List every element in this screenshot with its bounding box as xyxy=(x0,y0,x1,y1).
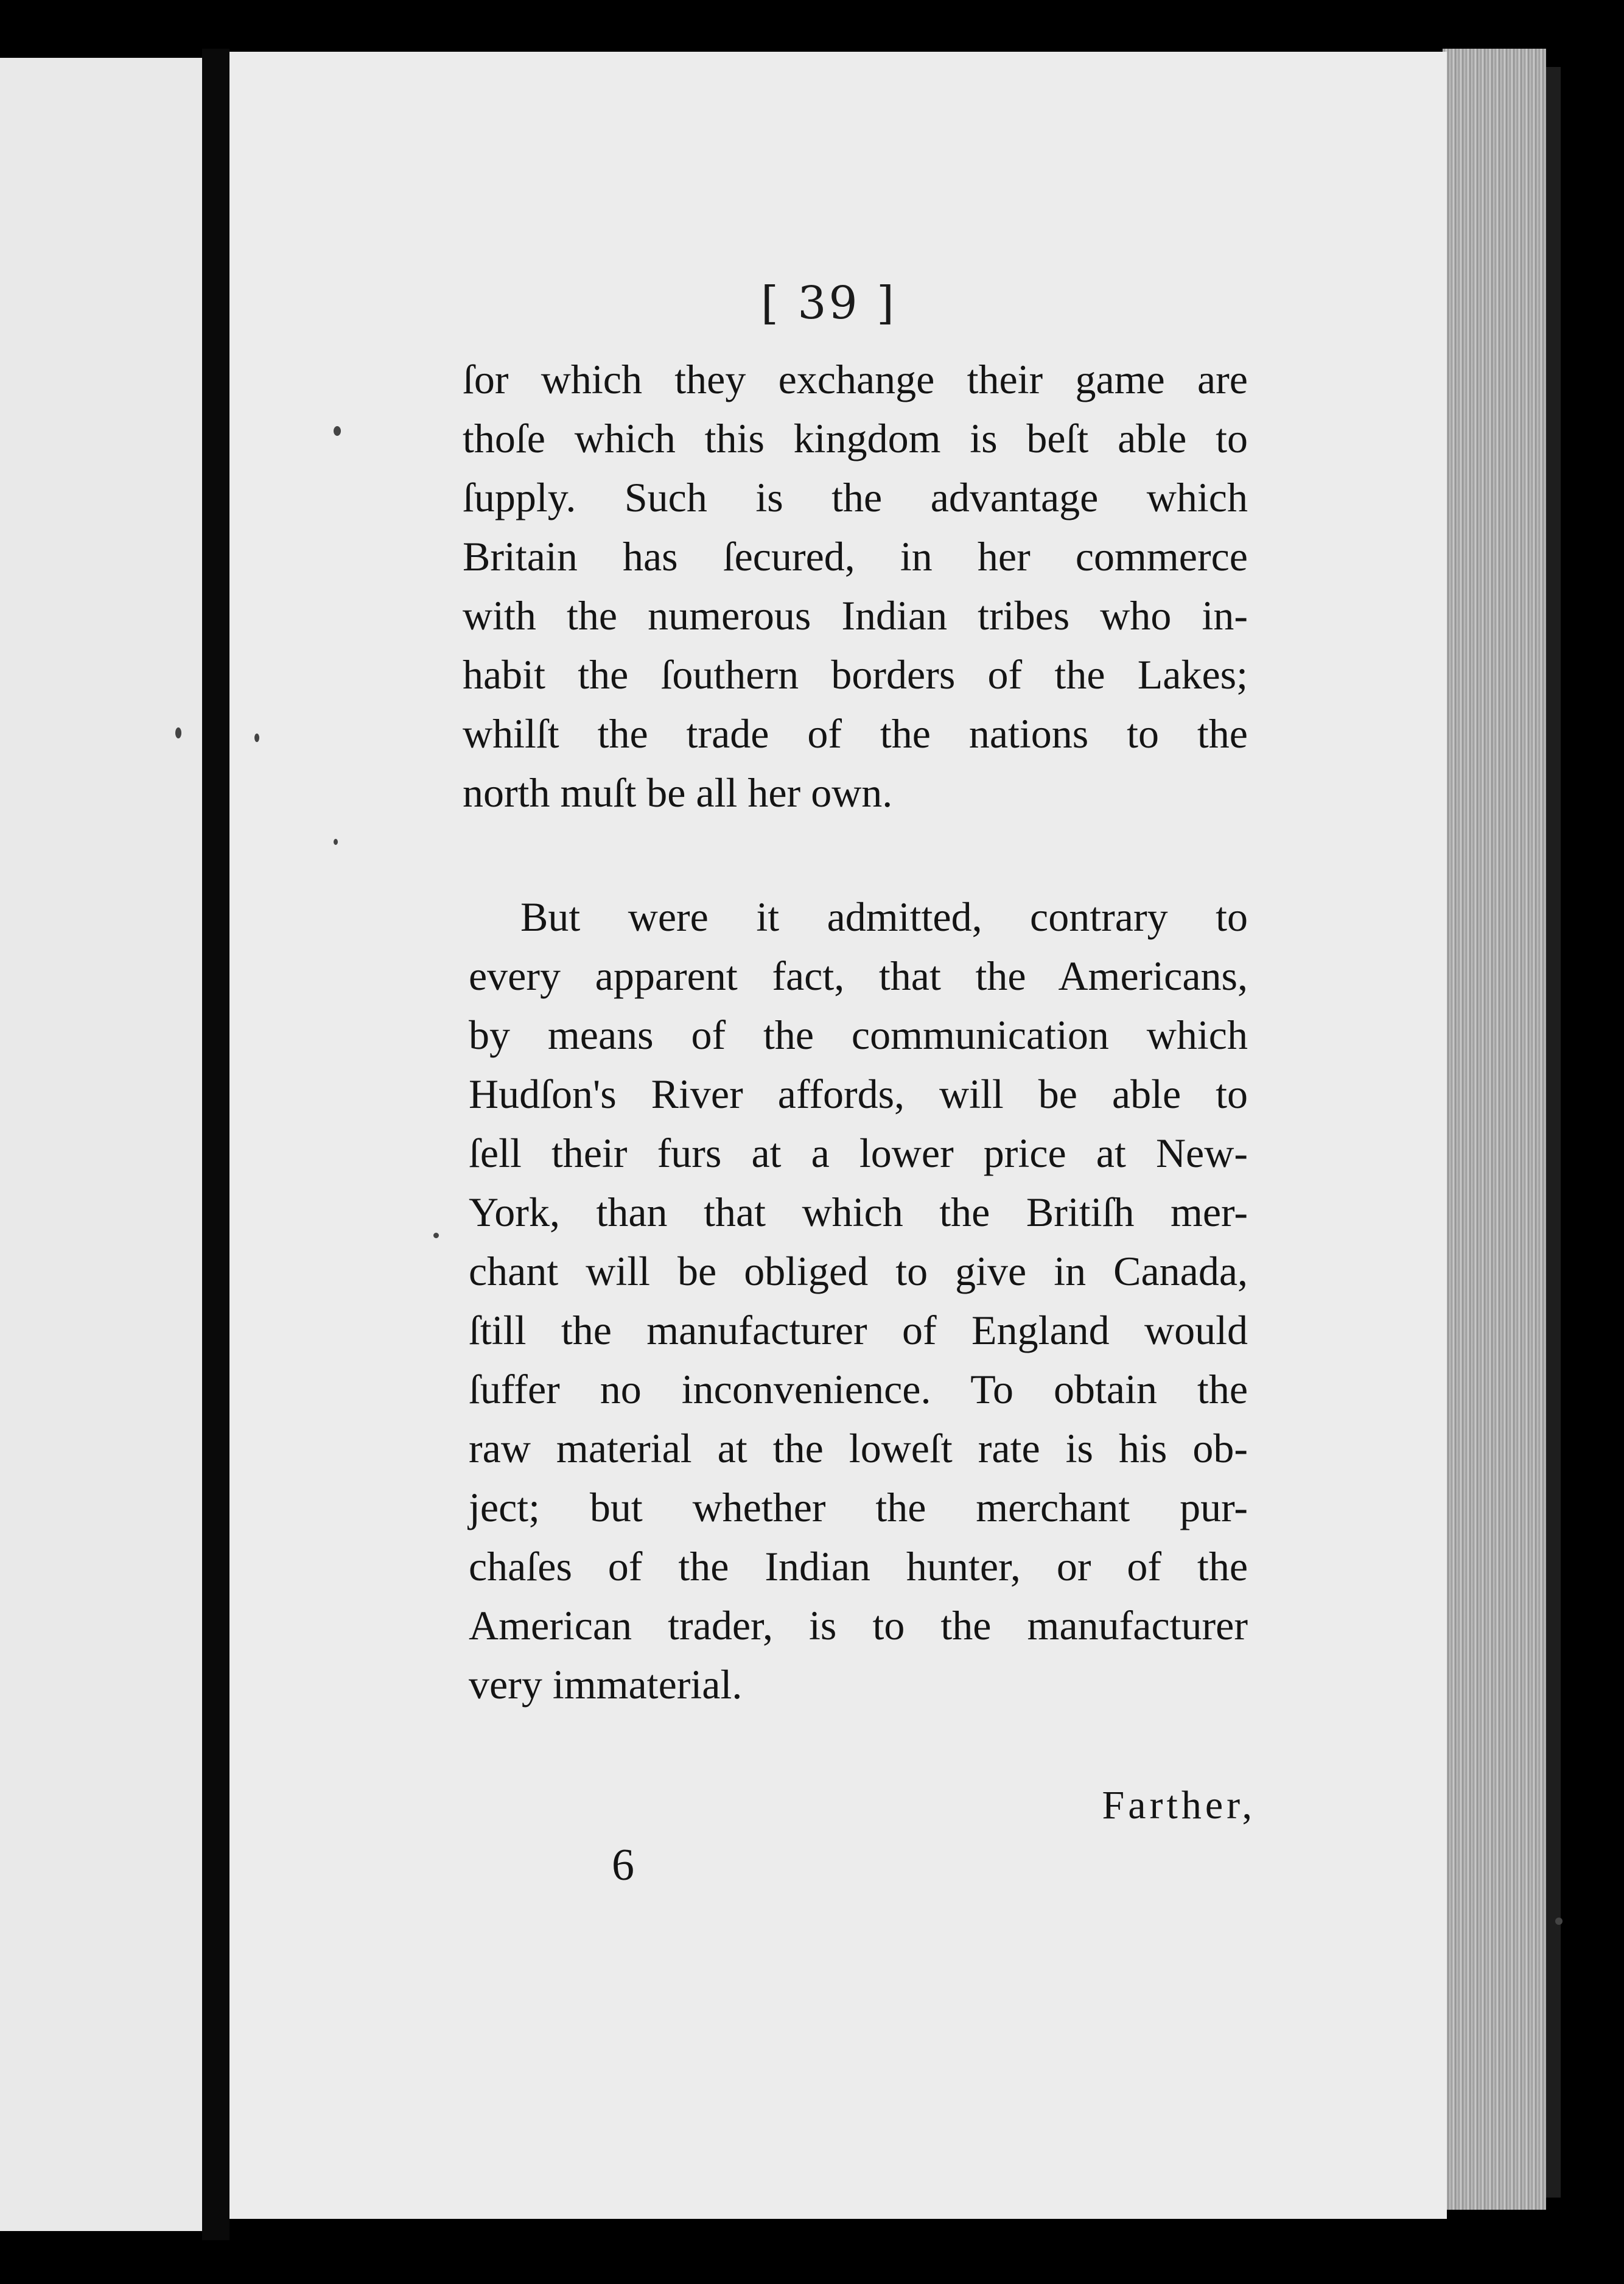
ink-speck xyxy=(175,727,181,738)
text-line: ſuffer no inconvenience. To obtain the xyxy=(469,1366,1248,1412)
paragraph-2 xyxy=(469,888,1248,1714)
text-line: American trader, is to the manufacturer xyxy=(469,1602,1248,1648)
ink-speck xyxy=(254,734,259,742)
text-line: ject; but whether the merchant pur- xyxy=(469,1484,1248,1530)
ink-speck xyxy=(1555,1918,1563,1925)
text-line: very immaterial. xyxy=(469,1661,743,1708)
page-edge-shadow xyxy=(1546,67,1561,2198)
text-line: ſupply. Such is the advantage which xyxy=(463,474,1248,520)
page-edges xyxy=(1443,49,1546,2210)
text-line: thoſe which this kingdom is beſt able to xyxy=(463,415,1248,461)
text-line: Britain has ſecured, in her commerce xyxy=(463,533,1248,580)
signature-mark: 6 xyxy=(612,1840,634,1890)
spine-gutter xyxy=(202,49,229,2240)
text-line: York, than that which the Britiſh mer- xyxy=(469,1189,1248,1235)
text-line: north muſt be all her own. xyxy=(463,769,893,816)
text-line: chant will be obliged to give in Canada, xyxy=(469,1248,1248,1294)
text-line: chaſes of the Indian hunter, or of the xyxy=(469,1543,1248,1589)
text-line: by means of the communication which xyxy=(469,1012,1248,1058)
text-line: every apparent fact, that the Americans, xyxy=(469,953,1248,999)
ink-speck xyxy=(433,1233,439,1238)
text-line: raw material at the loweſt rate is his ob- xyxy=(469,1425,1248,1471)
ink-speck xyxy=(334,426,341,436)
text-line: ſtill the manufacturer of England would xyxy=(469,1307,1248,1353)
ink-speck xyxy=(334,839,338,845)
text-line: habit the ſouthern borders of the Lakes; xyxy=(463,651,1248,698)
text-line: whilſt the trade of the nations to the xyxy=(463,710,1248,757)
text-line: ſell their furs at a lower price at New- xyxy=(469,1130,1248,1176)
page-header: [ 39 ] xyxy=(761,277,897,329)
text-line: ſor which they exchange their game are xyxy=(463,356,1248,402)
left-page xyxy=(0,58,202,2231)
text-line: But were it admitted, contrary to xyxy=(520,894,1248,940)
paragraph-1 xyxy=(463,350,1248,822)
catchword: Farther, xyxy=(1102,1783,1256,1827)
text-line: with the numerous Indian tribes who in- xyxy=(463,592,1248,639)
text-line: Hudſon's River affords, will be able to xyxy=(469,1071,1248,1117)
